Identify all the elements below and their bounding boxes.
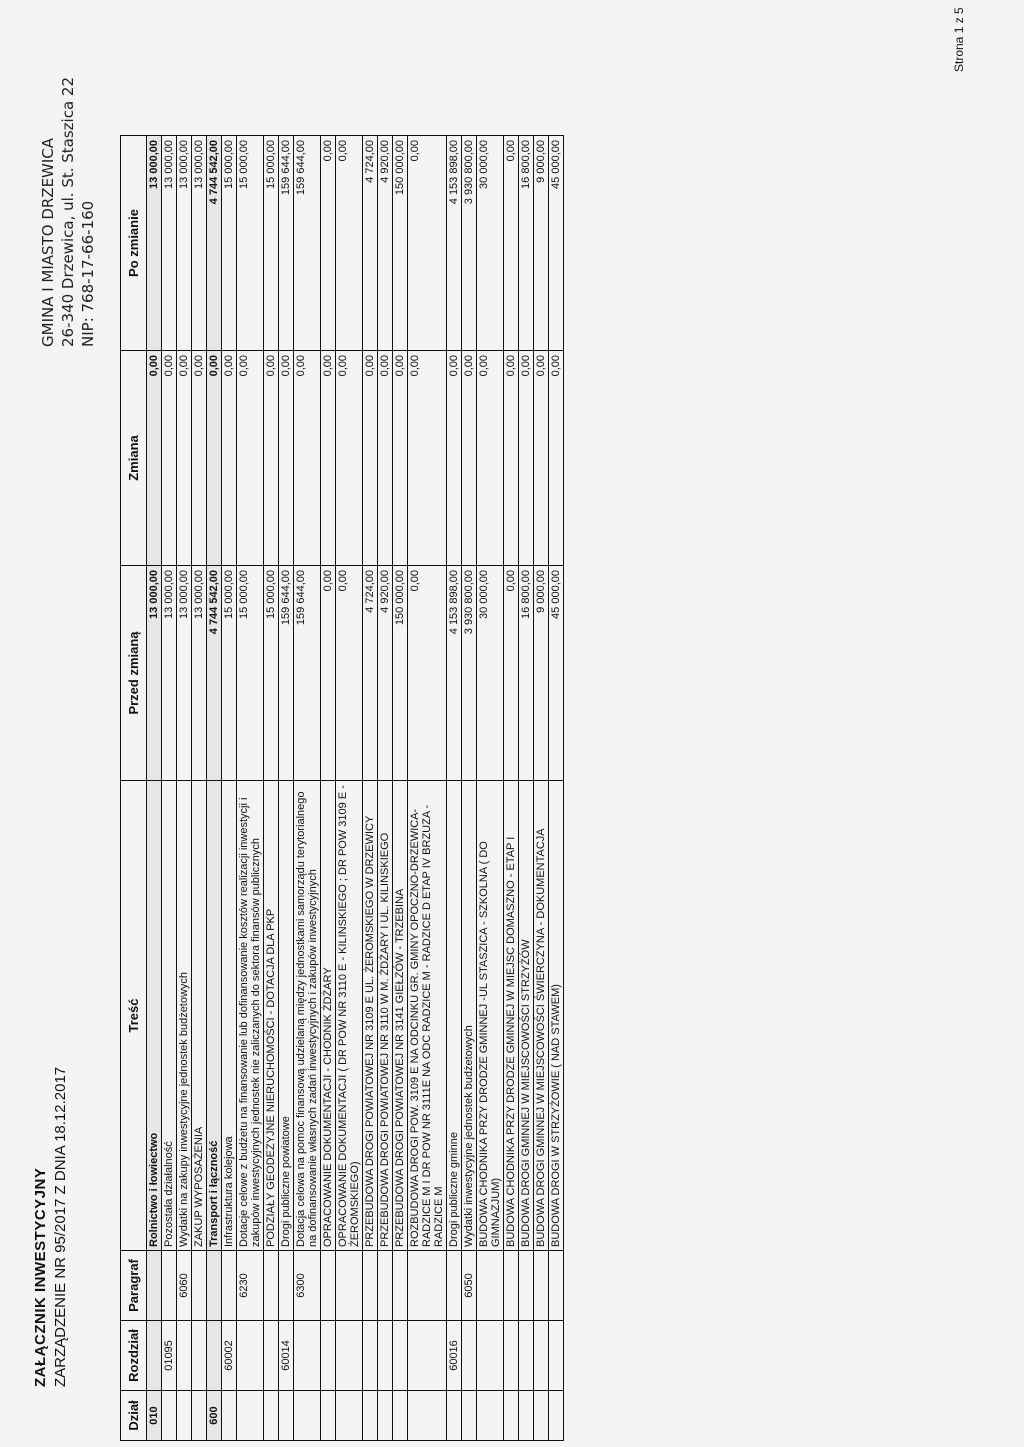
- table-row: [393, 136, 408, 1441]
- table-row: [264, 136, 279, 1441]
- cell-dzial: [447, 1391, 462, 1441]
- cell-tresc: Dotacje celowe z budżetu na finansowanie lub dofinansowanie kosztów realizacji inwestycji i zakupów inwestycyjnych jednostek nie zaliczanych do sektora finansów publicznych: [237, 781, 264, 1251]
- cell-zmiana: 0,00: [408, 351, 447, 566]
- table-row: [279, 136, 294, 1441]
- stamp-line-name: GMINA I MIASTO DRZEWICA: [39, 137, 57, 347]
- cell-tresc: OPRACOWANIE DOKUMENTACJI ( DR POW NR 3110 E - KILINSKIEGO ; DR POW 3109 E - ŻEROMSKIEGO): [336, 781, 363, 1251]
- cell-po: 16 800,00: [519, 136, 534, 351]
- cell-tresc: Drogi publiczne powiatowe: [279, 781, 294, 1251]
- col-header-zmiana: Zmiana: [121, 351, 147, 566]
- page-number: Strona 1 z 5: [952, 7, 966, 72]
- table-row: [237, 136, 264, 1441]
- cell-dzial: [378, 1391, 393, 1441]
- col-header-paragraf: Paragraf: [121, 1251, 147, 1321]
- cell-dzial: [363, 1391, 378, 1441]
- cell-paragraf: 6060: [177, 1251, 192, 1321]
- cell-przed: 159 644,00: [279, 566, 294, 781]
- cell-zmiana: 0,00: [162, 351, 177, 566]
- cell-tresc: PRZEBUDOWA DROGI POWIATOWEJ NR 3141 GIEŁZÓW - TRZEBINA: [393, 781, 408, 1251]
- table-row: [462, 136, 477, 1441]
- table-row: [534, 136, 549, 1441]
- cell-rozdzial: 01095: [162, 1321, 177, 1391]
- cell-zmiana: 0,00: [147, 351, 162, 566]
- cell-przed: 0,00: [408, 566, 447, 781]
- cell-po: 15 000,00: [264, 136, 279, 351]
- table-row: [321, 136, 336, 1441]
- cell-tresc: PRZEBUDOWA DROGI POWIATOWEJ NR 3110 W M. ŻDŻARY I UL. KILINSKIEGO: [378, 781, 393, 1251]
- table-row: [519, 136, 534, 1441]
- cell-po: 159 644,00: [279, 136, 294, 351]
- cell-paragraf: [222, 1251, 237, 1321]
- cell-rozdzial: [294, 1321, 321, 1391]
- cell-po: 13 000,00: [162, 136, 177, 351]
- cell-dzial: 010: [147, 1391, 162, 1441]
- cell-tresc: ZAKUP WYPOSAŻENIA: [192, 781, 207, 1251]
- document-title: ZAŁĄCZNIK INWESTYCYJNY: [32, 1167, 49, 1387]
- cell-paragraf: [447, 1251, 462, 1321]
- cell-zmiana: 0,00: [363, 351, 378, 566]
- cell-dzial: [264, 1391, 279, 1441]
- cell-paragraf: [393, 1251, 408, 1321]
- cell-po: 9 000,00: [534, 136, 549, 351]
- cell-dzial: [549, 1391, 564, 1441]
- cell-przed: 15 000,00: [222, 566, 237, 781]
- col-header-tresc: Treść: [121, 781, 147, 1251]
- cell-zmiana: 0,00: [222, 351, 237, 566]
- investment-table: [120, 135, 564, 1441]
- cell-dzial: [519, 1391, 534, 1441]
- cell-paragraf: [321, 1251, 336, 1321]
- cell-rozdzial: [264, 1321, 279, 1391]
- cell-przed: 9 000,00: [534, 566, 549, 781]
- cell-zmiana: 0,00: [393, 351, 408, 566]
- cell-tresc: PRZEBUDOWA DROGI POWIATOWEJ NR 3109 E UL. ŻEROMSKIEGO W DRZEWICY: [363, 781, 378, 1251]
- cell-paragraf: [279, 1251, 294, 1321]
- cell-rozdzial: [408, 1321, 447, 1391]
- cell-tresc: Pozostała działalność: [162, 781, 177, 1251]
- cell-przed: 4 920,00: [378, 566, 393, 781]
- cell-dzial: [534, 1391, 549, 1441]
- cell-paragraf: 6300: [294, 1251, 321, 1321]
- cell-dzial: [279, 1391, 294, 1441]
- cell-po: 13 000,00: [147, 136, 162, 351]
- cell-rozdzial: [504, 1321, 519, 1391]
- cell-paragraf: [147, 1251, 162, 1321]
- cell-rozdzial: [393, 1321, 408, 1391]
- cell-rozdzial: 60002: [222, 1321, 237, 1391]
- cell-zmiana: 0,00: [462, 351, 477, 566]
- cell-przed: 13 000,00: [192, 566, 207, 781]
- cell-przed: 0,00: [321, 566, 336, 781]
- table-row: [147, 136, 162, 1441]
- cell-zmiana: 0,00: [207, 351, 222, 566]
- cell-tresc: BUDOWA CHODNIKA PRZY DRODZE GMINNEJ -UL STASZICA - SZKOLNA ( DO GIMNAZJUM): [477, 781, 504, 1251]
- cell-przed: 16 800,00: [519, 566, 534, 781]
- cell-przed: 0,00: [336, 566, 363, 781]
- cell-tresc: PODZIAŁY GEODEZYJNE NIERUCHOMOŚCI - DOTACJA DLA PKP: [264, 781, 279, 1251]
- table-header-row: [121, 136, 147, 1441]
- table-row: [207, 136, 222, 1441]
- cell-dzial: [162, 1391, 177, 1441]
- col-header-rozdzial: Rozdział: [121, 1321, 147, 1391]
- cell-paragraf: 6230: [237, 1251, 264, 1321]
- cell-dzial: [177, 1391, 192, 1441]
- cell-przed: 4 744 542,00: [207, 566, 222, 781]
- cell-tresc: Wydatki na zakupy inwestycyjne jednostek budżetowych: [177, 781, 192, 1251]
- cell-tresc: BUDOWA DROGI GMINNEJ W MIEJSCOWOŚCI ŚWIERCZYNA - DOKUMENTACJA: [534, 781, 549, 1251]
- cell-przed: 4 724,00: [363, 566, 378, 781]
- cell-rozdzial: [462, 1321, 477, 1391]
- cell-zmiana: 0,00: [264, 351, 279, 566]
- cell-po: 4 920,00: [378, 136, 393, 351]
- cell-rozdzial: [534, 1321, 549, 1391]
- cell-tresc: Dotacja celowa na pomoc finansową udzielaną między jednostkami samorządu terytorialnego na dofinansowanie własnych zadań inwestycyjnych i zakupów inwestycyjnych: [294, 781, 321, 1251]
- table-row: [408, 136, 447, 1441]
- cell-przed: 45 000,00: [549, 566, 564, 781]
- cell-zmiana: 0,00: [378, 351, 393, 566]
- cell-rozdzial: [177, 1321, 192, 1391]
- cell-rozdzial: [207, 1321, 222, 1391]
- cell-przed: 159 644,00: [294, 566, 321, 781]
- cell-zmiana: 0,00: [237, 351, 264, 566]
- cell-dzial: [237, 1391, 264, 1441]
- cell-przed: 13 000,00: [147, 566, 162, 781]
- office-stamp: [38, 77, 98, 347]
- cell-rozdzial: [549, 1321, 564, 1391]
- cell-dzial: 600: [207, 1391, 222, 1441]
- cell-przed: 15 000,00: [237, 566, 264, 781]
- table-row: [378, 136, 393, 1441]
- cell-po: 15 000,00: [222, 136, 237, 351]
- table-row: [363, 136, 378, 1441]
- cell-tresc: Transport i łączność: [207, 781, 222, 1251]
- cell-przed: 150 000,00: [393, 566, 408, 781]
- cell-rozdzial: [363, 1321, 378, 1391]
- cell-po: 3 930 800,00: [462, 136, 477, 351]
- stamp-line-address: 26-340 Drzewica, ul. St. Staszica 22: [59, 76, 77, 347]
- table-row: [504, 136, 519, 1441]
- cell-paragraf: [378, 1251, 393, 1321]
- cell-paragraf: [264, 1251, 279, 1321]
- col-header-po-zmianie: Po zmianie: [121, 136, 147, 351]
- cell-paragraf: [408, 1251, 447, 1321]
- cell-paragraf: [504, 1251, 519, 1321]
- cell-dzial: [336, 1391, 363, 1441]
- cell-po: 45 000,00: [549, 136, 564, 351]
- cell-po: 4 153 898,00: [447, 136, 462, 351]
- cell-po: 30 000,00: [477, 136, 504, 351]
- cell-dzial: [393, 1391, 408, 1441]
- cell-tresc: Rolnictwo i łowiectwo: [147, 781, 162, 1251]
- cell-przed: 0,00: [504, 566, 519, 781]
- cell-paragraf: [336, 1251, 363, 1321]
- cell-dzial: [504, 1391, 519, 1441]
- cell-paragraf: [363, 1251, 378, 1321]
- cell-rozdzial: [237, 1321, 264, 1391]
- table-row: [162, 136, 177, 1441]
- cell-po: 13 000,00: [192, 136, 207, 351]
- cell-rozdzial: 60016: [447, 1321, 462, 1391]
- cell-przed: 15 000,00: [264, 566, 279, 781]
- cell-zmiana: 0,00: [177, 351, 192, 566]
- cell-po: 150 000,00: [393, 136, 408, 351]
- table-row: [447, 136, 462, 1441]
- cell-zmiana: 0,00: [549, 351, 564, 566]
- cell-dzial: [462, 1391, 477, 1441]
- cell-paragraf: [162, 1251, 177, 1321]
- cell-paragraf: [549, 1251, 564, 1321]
- cell-po: 4 744 542,00: [207, 136, 222, 351]
- cell-tresc: Wydatki inwestycyjne jednostek budżetowych: [462, 781, 477, 1251]
- cell-zmiana: 0,00: [192, 351, 207, 566]
- cell-po: 159 644,00: [294, 136, 321, 351]
- col-header-dzial: Dział: [121, 1391, 147, 1441]
- cell-paragraf: 6050: [462, 1251, 477, 1321]
- cell-po: 15 000,00: [237, 136, 264, 351]
- cell-rozdzial: [378, 1321, 393, 1391]
- cell-po: 0,00: [321, 136, 336, 351]
- cell-po: 0,00: [504, 136, 519, 351]
- cell-rozdzial: [192, 1321, 207, 1391]
- cell-przed: 3 930 800,00: [462, 566, 477, 781]
- cell-rozdzial: [321, 1321, 336, 1391]
- table-row: [192, 136, 207, 1441]
- cell-przed: 4 153 898,00: [447, 566, 462, 781]
- table-row: [177, 136, 192, 1441]
- cell-przed: 30 000,00: [477, 566, 504, 781]
- cell-tresc: BUDOWA DROGI W STRZYŻOWIE ( NAD STAWEM): [549, 781, 564, 1251]
- cell-paragraf: [534, 1251, 549, 1321]
- table-row: [222, 136, 237, 1441]
- cell-po: 0,00: [336, 136, 363, 351]
- cell-po: 4 724,00: [363, 136, 378, 351]
- cell-zmiana: 0,00: [294, 351, 321, 566]
- col-header-przed-zmiana: Przed zmianą: [121, 566, 147, 781]
- cell-po: 0,00: [408, 136, 447, 351]
- cell-tresc: OPRACOWANIE DOKUMENTACJI - CHODNIK ŻDŻARY: [321, 781, 336, 1251]
- stamp-line-nip: NIP: 768-17-66-160: [79, 200, 97, 347]
- cell-dzial: [222, 1391, 237, 1441]
- cell-tresc: ROZBUDOWA DROGI POW. 3109 E NA ODCINKU GR. GMINY OPOCZNO-DRZEWICA-RADZICE M I DR POW NR 3111E NA ODC RADZICE M - RADZICE D ETAP IV BRZUZA - RADZICE M: [408, 781, 447, 1251]
- cell-paragraf: [477, 1251, 504, 1321]
- cell-dzial: [294, 1391, 321, 1441]
- cell-zmiana: 0,00: [534, 351, 549, 566]
- cell-paragraf: [519, 1251, 534, 1321]
- table-row: [294, 136, 321, 1441]
- cell-tresc: Drogi publiczne gminne: [447, 781, 462, 1251]
- cell-zmiana: 0,00: [279, 351, 294, 566]
- cell-przed: 13 000,00: [162, 566, 177, 781]
- cell-rozdzial: [336, 1321, 363, 1391]
- cell-zmiana: 0,00: [321, 351, 336, 566]
- cell-tresc: Infrastruktura kolejowa: [222, 781, 237, 1251]
- table-row: [336, 136, 363, 1441]
- cell-dzial: [408, 1391, 447, 1441]
- table-row: [549, 136, 564, 1441]
- cell-tresc: BUDOWA CHODNIKA PRZY DRODZE GMINNEJ W MIEJSC DOMASZNO - ETAP I: [504, 781, 519, 1251]
- cell-zmiana: 0,00: [336, 351, 363, 566]
- cell-zmiana: 0,00: [477, 351, 504, 566]
- cell-rozdzial: [519, 1321, 534, 1391]
- cell-zmiana: 0,00: [519, 351, 534, 566]
- cell-dzial: [477, 1391, 504, 1441]
- cell-rozdzial: [477, 1321, 504, 1391]
- cell-paragraf: [192, 1251, 207, 1321]
- cell-paragraf: [207, 1251, 222, 1321]
- cell-przed: 13 000,00: [177, 566, 192, 781]
- cell-dzial: [192, 1391, 207, 1441]
- cell-zmiana: 0,00: [447, 351, 462, 566]
- cell-po: 13 000,00: [177, 136, 192, 351]
- cell-rozdzial: 60014: [279, 1321, 294, 1391]
- cell-dzial: [321, 1391, 336, 1441]
- table-row: [477, 136, 504, 1441]
- cell-tresc: BUDOWA DROGI GMINNEJ W MIEJSCOWOŚCI STRZYŻÓW: [519, 781, 534, 1251]
- cell-rozdzial: [147, 1321, 162, 1391]
- document-subtitle: ZARZĄDZENIE NR 95/2017 Z DNIA 18.12.2017: [52, 1066, 69, 1387]
- cell-zmiana: 0,00: [504, 351, 519, 566]
